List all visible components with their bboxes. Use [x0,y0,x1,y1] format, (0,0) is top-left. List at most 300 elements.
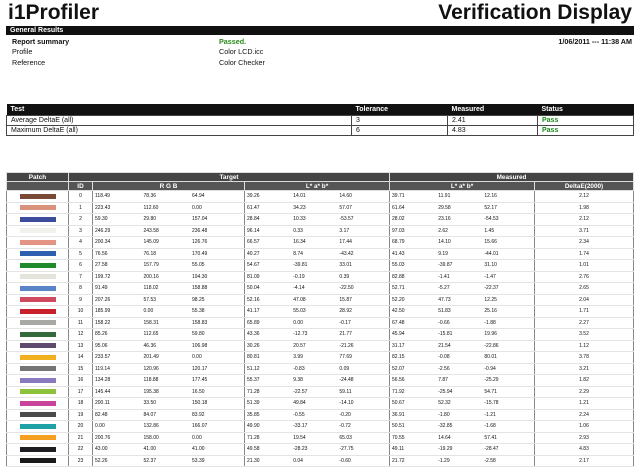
app-title: i1Profiler [8,1,100,24]
rgb-values [93,306,245,318]
target-lab-values-0: 61.47 [247,204,260,211]
measured-lab-values-1: 51.83 [438,308,451,315]
target-lab-values-2: -0.60 [339,457,351,464]
target-lab-values-0: 55.37 [247,377,260,384]
patch-id: 4 [69,237,93,249]
patch-id: 11 [69,317,93,329]
target-lab-values-1: 0.04 [293,457,303,464]
patch-row [7,398,634,410]
color-swatch [20,228,56,233]
color-swatch [20,332,56,337]
delta-e-value: 3.71 [535,225,634,237]
patch-id: 22 [69,444,93,456]
rgb-values [93,294,245,306]
measured-lab-values [390,260,535,272]
col-test: Test [7,104,352,115]
target-lab-values-1: 47.08 [293,296,306,303]
patch-swatch-cell [7,225,69,237]
measured-lab-values [390,340,535,352]
color-swatch [20,217,56,222]
patch-row [7,225,634,237]
rgb-values-1: 118.02 [143,285,159,292]
col-measured: Measured [448,104,538,115]
patch-swatch-cell [7,455,69,467]
delta-e-value: 2.27 [535,317,634,329]
rgb-values [93,283,245,295]
target-lab-values-2: 0.39 [339,273,350,280]
color-swatch [20,251,56,256]
target-lab-values-2: -0.17 [339,319,351,326]
measured-lab-values-2: -1.47 [484,273,496,280]
target-lab-values-2: -43.42 [339,250,354,257]
target-lab-values [245,202,390,214]
patch-id: 10 [69,306,93,318]
rgb-values-1: 243.58 [143,227,159,234]
rgb-values [93,248,245,260]
rgb-values-1: 118.88 [143,377,159,384]
summary-table-wrap [6,104,634,136]
delta-e-value: 1.06 [535,421,634,433]
patch-swatch-cell [7,283,69,295]
target-lab-values-2: -22.50 [339,285,354,292]
measured-lab-values-1: -2.56 [438,365,450,372]
rgb-values-0: 27.58 [95,262,108,269]
measured-lab-values-2: -0.94 [484,365,496,372]
target-lab-values [245,294,390,306]
measured-lab-values [390,225,535,237]
profile-value: Color LCD.icc [219,47,264,56]
color-swatch [20,309,56,314]
target-lab-values-0: 41.17 [247,308,260,315]
delta-e-value: 1.82 [535,375,634,387]
patch-swatch-cell [7,352,69,364]
rgb-values [93,386,245,398]
target-lab-values-1: -22.57 [293,388,308,395]
patch-id: 14 [69,352,93,364]
measured-lab-values-0: 42.50 [392,308,405,315]
measured-lab-values-1: -32.85 [438,423,453,430]
target-lab-values [245,237,390,249]
measured-lab-values-0: 50.67 [392,400,405,407]
patch-id: 17 [69,386,93,398]
patch-id: 8 [69,283,93,295]
target-lab-values-2: -14.10 [339,400,354,407]
target-lab-values [245,248,390,260]
rgb-values [93,329,245,341]
target-lab-values-0: 51.39 [247,400,260,407]
rgb-values-1: 132.86 [143,423,159,430]
patch-swatch-cell [7,260,69,272]
rgb-values-1: 145.09 [143,239,159,246]
measured-lab-values-1: 21.54 [438,342,451,349]
target-lab-values-1: 0.33 [293,227,303,234]
target-lab-values-0: 39.26 [247,193,260,200]
color-swatch [20,274,56,279]
measured-lab-values-1: -19.29 [438,446,453,453]
measured-lab-values-2: 54.71 [484,388,497,395]
patch-group-header-row [7,173,634,182]
rgb-values-0: 43.00 [95,446,108,453]
measured-lab-values [390,294,535,306]
target-lab-values-1: -0.19 [293,273,305,280]
target-lab-values [245,340,390,352]
target-lab-values-0: 71.28 [247,434,260,441]
target-lab-values [245,409,390,421]
delta-e-value: 2.65 [535,283,634,295]
measured-lab-values [390,202,535,214]
patch-id: 0 [69,191,93,203]
measured-lab-values-1: -39.87 [438,262,453,269]
measured-lab-values [390,191,535,203]
target-lab-values-0: 81.09 [247,273,260,280]
measured-lab-values [390,237,535,249]
patch-swatch-cell [7,306,69,318]
measured-lab-values-2: -15.78 [484,400,499,407]
target-lab-values [245,386,390,398]
patch-row [7,352,634,364]
target-lab-values-0: 40.27 [247,250,260,257]
patch-id: 19 [69,409,93,421]
measured-lab-values-0: 31.17 [392,342,405,349]
col-rgb: R G B [93,182,245,191]
measured-lab-values-2: -28.47 [484,446,499,453]
measured-lab-values-1: 14.64 [438,434,451,441]
rgb-values-1: 52.37 [143,457,157,464]
rgb-values-2: 166.07 [192,423,208,430]
patch-row [7,409,634,421]
col-status: Status [538,104,634,115]
delta-e-value: 2.29 [535,386,634,398]
measured-lab-values [390,455,535,467]
rgb-values-1: 201.49 [143,354,159,361]
patch-row [7,271,634,283]
delta-e-value: 1.71 [535,306,634,318]
target-lab-values [245,329,390,341]
rgb-values-2: 55.05 [192,262,205,269]
patch-swatch-cell [7,294,69,306]
measured-lab-values [390,398,535,410]
color-swatch [20,435,56,440]
patch-row [7,455,634,467]
measured-lab-values [390,409,535,421]
target-lab-values [245,271,390,283]
patch-row [7,363,634,375]
patch-sub-header-row [7,182,634,191]
delta-e-value: 2.76 [535,271,634,283]
rgb-values-1: 157.79 [143,262,159,269]
report-summary-label: Report summary [12,37,70,46]
measured-lab-values-2: -1.68 [484,423,496,430]
target-lab-values-1: 8.74 [293,250,303,257]
patch-id: 15 [69,363,93,375]
measured-lab-values-2: -25.29 [484,377,499,384]
rgb-values-1: 195.38 [143,388,159,395]
target-lab-values [245,306,390,318]
measured-lab-values-0: 39.71 [392,193,405,200]
target-lab-values-0: 28.84 [247,216,260,223]
color-swatch [20,297,56,302]
rgb-values-0: 118.49 [95,193,110,200]
rgb-values-1: 158.31 [143,319,159,326]
target-lab-values-1: 3.99 [293,354,303,361]
delta-e-value: 2.04 [535,294,634,306]
target-lab-values-1: 10.33 [293,216,306,223]
patch-row [7,191,634,203]
measured-lab-values-0: 52.20 [392,296,405,303]
color-swatch [20,263,56,268]
measured-lab-values-1: -1.29 [438,457,450,464]
rgb-values-0: 119.14 [95,365,110,372]
color-swatch [20,458,56,463]
target-lab-values-1: -4.14 [293,285,305,292]
target-lab-values-2: 65.03 [339,434,352,441]
patch-swatch-cell [7,398,69,410]
rgb-values-1: 46.36 [143,342,157,349]
rgb-values [93,202,245,214]
profile-row [6,46,634,57]
patch-swatch-cell [7,340,69,352]
rgb-values-0: 52.26 [95,457,108,464]
target-lab-values [245,225,390,237]
patch-swatch-cell [7,214,69,226]
patch-id: 3 [69,225,93,237]
target-lab-values-1: 19.54 [293,434,306,441]
measured-lab-values-2: 57.41 [484,434,497,441]
patch-row [7,432,634,444]
rgb-values-0: 85.26 [95,331,108,338]
target-lab-values-0: 80.81 [247,354,260,361]
measured-lab-values-0: 21.72 [392,457,405,464]
target-lab-values-2: 0.09 [339,365,350,372]
target-lab-values [245,260,390,272]
target-lab-values-1: 55.03 [293,308,306,315]
measured-lab-values-2: 25.16 [484,308,497,315]
rgb-values-1: 158.00 [143,434,159,441]
delta-e-value: 3.21 [535,363,634,375]
summary-table [6,104,634,136]
patch-table-body [7,191,634,467]
patch-swatch-cell [7,386,69,398]
measured-lab-values [390,386,535,398]
measured-lab-values-1: 23.16 [438,216,451,223]
target-lab-values [245,455,390,467]
measured-lab-values-2: -1.88 [484,319,496,326]
rgb-values-2: 55.38 [192,308,205,315]
target-lab-values-2: -24.48 [339,377,354,384]
color-swatch [20,286,56,291]
rgb-values-0: 95.06 [95,342,108,349]
rgb-values-0: 207.26 [95,296,111,303]
measured-lab-values-2: 12.16 [484,193,497,200]
measured-lab-values [390,363,535,375]
report-date: 1/06/2011 --- 11:38 AM [558,37,632,46]
patch-swatch-cell [7,444,69,456]
measured-lab-values-0: 41.43 [392,250,405,257]
target-lab-values [245,191,390,203]
measured-lab-values-2: 1.45 [484,227,495,234]
rgb-values [93,409,245,421]
tolerance-value: 3 [352,115,448,125]
measured-lab-values [390,444,535,456]
rgb-values-2: 59.80 [192,331,205,338]
measured-lab-values-1: -0.66 [438,319,450,326]
rgb-values [93,317,245,329]
col-target: Target [69,173,390,182]
measured-lab-values-2: -44.01 [484,250,499,257]
measured-lab-values [390,421,535,433]
measured-lab-values [390,248,535,260]
measured-lab-values-1: -25.94 [438,388,453,395]
measured-lab-values [390,283,535,295]
measured-lab-values-0: 36.91 [392,411,405,418]
rgb-values-2: 158.88 [192,285,208,292]
rgb-values-0: 134.28 [95,377,111,384]
target-lab-values-1: -33.17 [293,423,308,430]
target-lab-values-0: 71.28 [247,388,260,395]
status-badge: Pass [538,125,634,135]
target-lab-values-2: 17.44 [339,239,352,246]
measured-lab-values-1: 47.73 [438,296,451,303]
patch-swatch-cell [7,237,69,249]
rgb-values-2: 64.94 [192,193,205,200]
rgb-values-0: 246.29 [95,227,111,234]
measured-value: 4.83 [448,125,538,135]
delta-e-value: 1.74 [535,248,634,260]
rgb-values-1: 33.50 [143,400,157,407]
target-lab-values-2: 21.77 [339,331,352,338]
measured-lab-values [390,432,535,444]
rgb-values [93,237,245,249]
measured-lab-values-2: 19.96 [484,331,497,338]
patch-id: 18 [69,398,93,410]
rgb-values-2: 170.49 [192,250,208,257]
target-lab-values-0: 21.30 [247,457,260,464]
measured-lab-values-0: 55.03 [392,262,405,269]
rgb-values [93,455,245,467]
measured-lab-values [390,214,535,226]
measured-lab-values-2: 12.25 [484,296,497,303]
measured-lab-values-0: 61.64 [392,204,405,211]
rgb-values-2: 83.92 [192,411,205,418]
rgb-values-1: 120.96 [143,365,159,372]
rgb-values-2: 16.50 [192,388,205,395]
rgb-values-1: 84.07 [143,411,157,418]
measured-value: 2.41 [448,115,538,125]
rgb-values-0: 185.99 [95,308,111,315]
reference-row [6,57,634,68]
target-lab-values-2: -0.20 [339,411,351,418]
rgb-values [93,340,245,352]
target-lab-values-0: 35.85 [247,411,260,418]
measured-lab-values-0: 82.88 [392,273,405,280]
color-swatch [20,389,56,394]
rgb-values [93,363,245,375]
measured-lab-values-1: 7.87 [438,377,448,384]
target-lab-values-0: 43.36 [247,331,260,338]
target-lab-values-2: -27.75 [339,446,354,453]
summary-row [7,125,634,135]
measured-lab-values [390,306,535,318]
rgb-values-1: 0.00 [143,308,154,315]
target-lab-values-2: 14.60 [339,193,352,200]
rgb-values-2: 0.00 [192,434,202,441]
measured-lab-values-0: 56.56 [392,377,405,384]
general-results-section [6,26,634,68]
patch-id: 2 [69,214,93,226]
rgb-values [93,352,245,364]
patch-row [7,444,634,456]
rgb-values-1: 76.18 [143,250,157,257]
measured-lab-values-0: 68.79 [392,239,405,246]
col-measured-lab: L* a* b* [390,182,535,191]
delta-e-value: 2.34 [535,237,634,249]
measured-lab-values-2: -54.53 [484,216,499,223]
target-lab-values-1: 9.38 [293,377,303,384]
patch-row [7,214,634,226]
patch-row [7,421,634,433]
profile-label: Profile [12,47,33,56]
measured-lab-values-0: 50.51 [392,423,405,430]
rgb-values-2: 41.00 [192,446,205,453]
target-lab-values [245,352,390,364]
rgb-values-2: 53.39 [192,457,205,464]
measured-lab-values-0: 49.11 [392,446,405,453]
target-lab-values-2: -0.72 [339,423,351,430]
measured-lab-values [390,271,535,283]
target-lab-values [245,421,390,433]
target-lab-values [245,283,390,295]
target-lab-values-1: -0.83 [293,365,305,372]
patch-row [7,294,634,306]
measured-lab-values-1: 52.32 [438,400,451,407]
rgb-values-1: 200.16 [143,273,159,280]
measured-lab-values-1: -15.81 [438,331,453,338]
color-swatch [20,240,56,245]
target-lab-values-0: 49.58 [247,446,260,453]
measured-lab-values-0: 52.71 [392,285,405,292]
reference-value: Color Checker [219,58,265,67]
target-lab-values-1: -12.73 [293,331,308,338]
measured-lab-values-0: 70.55 [392,434,405,441]
rgb-values [93,398,245,410]
col-measured-group: Measured [390,173,634,182]
measured-lab-values-2: -1.21 [484,411,496,418]
patch-swatch-cell [7,271,69,283]
measured-lab-values-0: 82.15 [392,354,405,361]
patch-row [7,375,634,387]
target-lab-values [245,363,390,375]
patch-swatch-cell [7,432,69,444]
target-lab-values-2: 59.11 [339,388,352,395]
patch-id: 16 [69,375,93,387]
color-swatch [20,194,56,199]
report-summary-value: Passed. [219,37,247,46]
delta-e-value: 2.93 [535,432,634,444]
rgb-values [93,375,245,387]
target-lab-values-1: 0.00 [293,319,303,326]
status-badge: Pass [538,115,634,125]
measured-lab-values [390,352,535,364]
measured-lab-values-2: -22.37 [484,285,499,292]
patch-id: 20 [69,421,93,433]
measured-lab-values [390,375,535,387]
rgb-values [93,421,245,433]
measured-lab-values-2: 15.66 [484,239,497,246]
target-lab-values-0: 54.67 [247,262,260,269]
rgb-values-0: 233.57 [95,354,111,361]
patch-row [7,329,634,341]
patch-id: 12 [69,329,93,341]
